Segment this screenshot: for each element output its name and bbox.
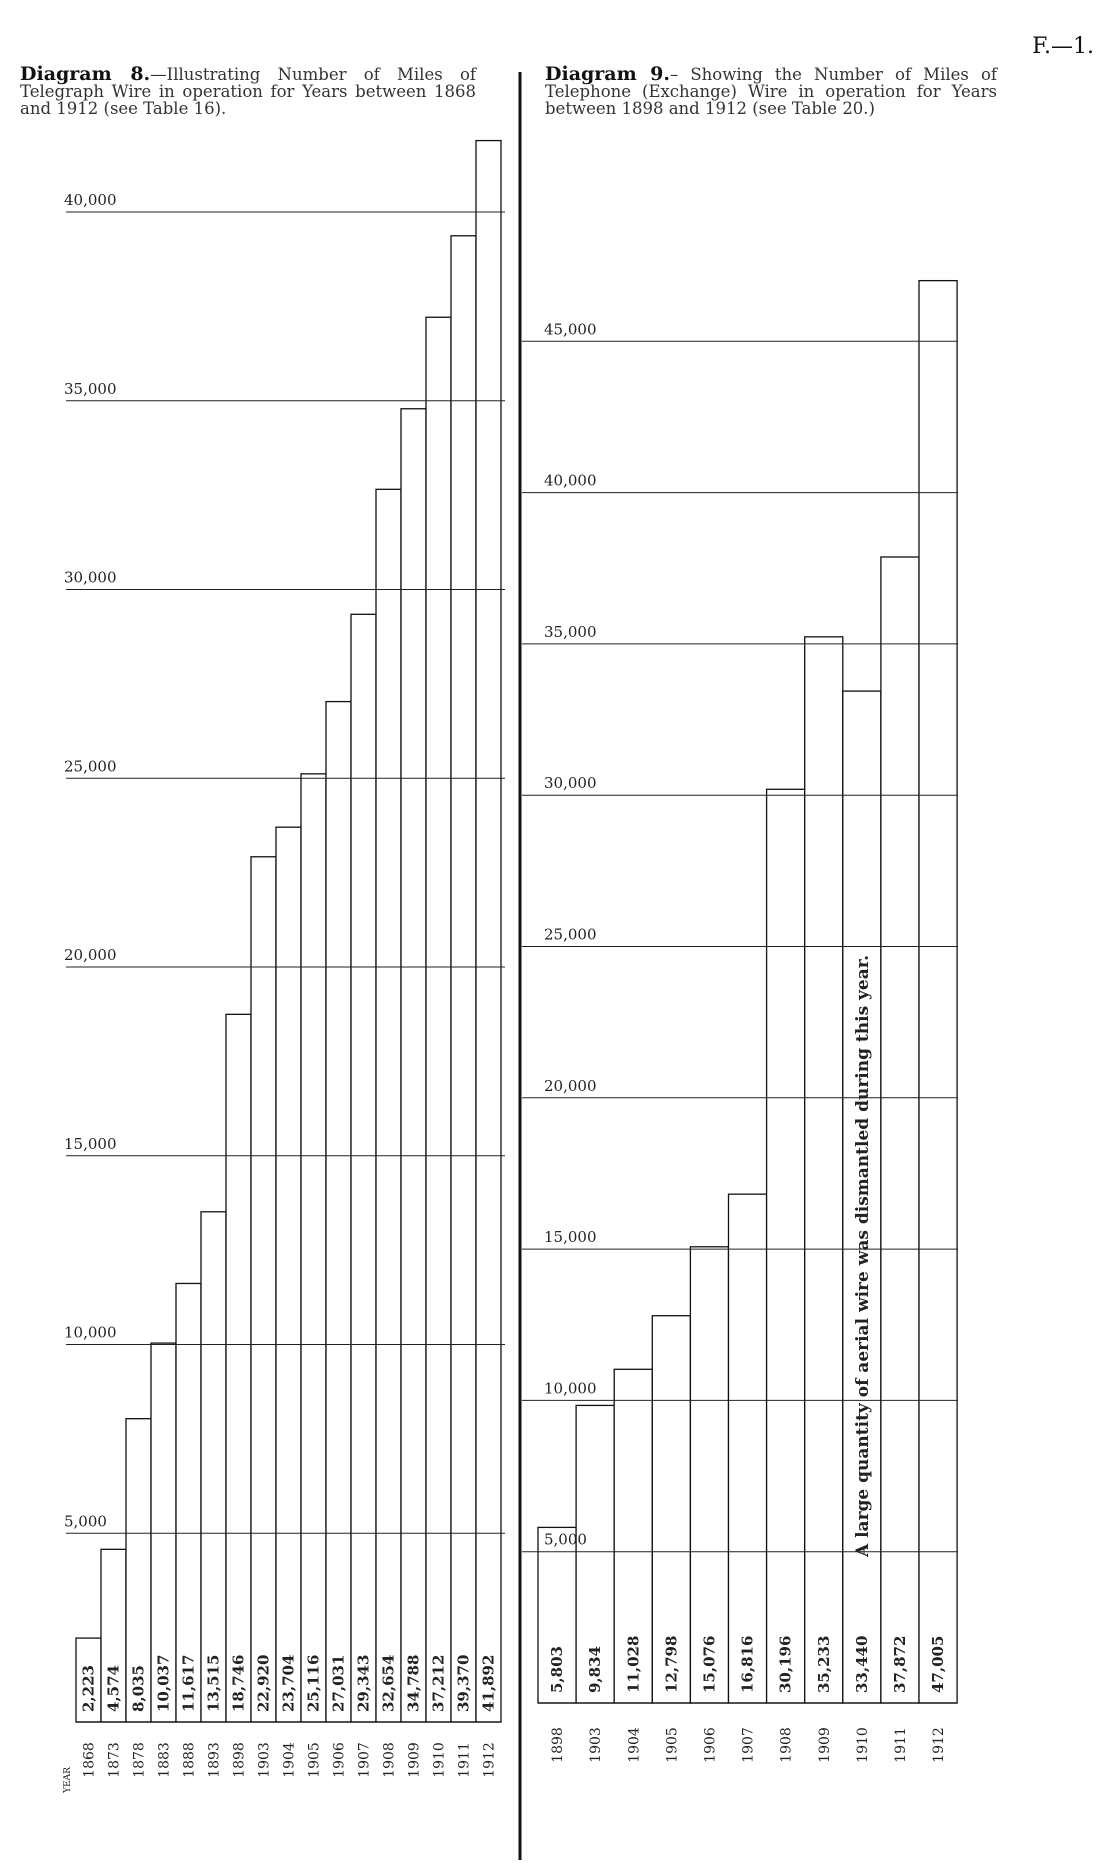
data-label: 33,440 (852, 1635, 871, 1693)
y-tick-label: 30,000 (544, 774, 597, 793)
diagram-8-title: Diagram 8. (20, 63, 151, 85)
x-tick-label: 1868 (81, 1742, 98, 1778)
y-tick-label: 5,000 (64, 1512, 107, 1531)
x-tick-label: 1904 (281, 1742, 298, 1778)
data-label: 39,370 (454, 1654, 473, 1712)
x-tick-label: 1904 (626, 1727, 643, 1763)
data-label: 12,798 (662, 1635, 681, 1693)
bar-1906 (326, 702, 351, 1722)
y-tick-label: 10,000 (544, 1379, 597, 1398)
bar-1893 (201, 1212, 226, 1722)
data-label: 22,920 (254, 1654, 273, 1712)
data-label: 29,343 (354, 1654, 373, 1712)
x-tick-label: 1906 (702, 1727, 719, 1763)
y-tick-label: 35,000 (544, 622, 597, 641)
x-tick-label: 1878 (131, 1742, 148, 1778)
x-tick-label: 1910 (854, 1727, 871, 1763)
bar-1905 (301, 774, 326, 1722)
data-label: 34,788 (404, 1654, 423, 1712)
x-tick-label: 1908 (381, 1742, 398, 1778)
y-tick-label: 20,000 (64, 946, 117, 964)
x-tick-label: 1903 (256, 1742, 273, 1778)
data-label: 8,035 (129, 1665, 148, 1712)
y-tick-label: 40,000 (544, 471, 597, 490)
x-tick-label: 1912 (481, 1742, 498, 1778)
y-tick-label: 10,000 (64, 1323, 117, 1342)
bar-1904 (276, 827, 301, 1722)
bar-1911 (881, 557, 919, 1703)
data-label: 9,834 (586, 1646, 605, 1693)
data-label: 23,704 (279, 1654, 298, 1712)
data-label: 25,116 (304, 1654, 323, 1712)
x-tick-label: 1909 (406, 1742, 423, 1778)
x-tick-label: 1910 (431, 1742, 448, 1778)
y-tick-label: 5,000 (544, 1530, 587, 1549)
x-tick-label: 1893 (206, 1742, 223, 1778)
diagram-8-chart (63, 141, 505, 1794)
x-tick-label: 1911 (456, 1742, 473, 1778)
x-tick-label: 1903 (588, 1727, 605, 1763)
x-tick-label: 1908 (778, 1727, 795, 1763)
annotation: A large quantity of aerial wire was dismantled during this year. (852, 954, 873, 1557)
diagram-9-title: Diagram 9. (545, 63, 671, 85)
data-label: 32,654 (379, 1654, 398, 1712)
x-tick-label: 1905 (664, 1727, 681, 1763)
bar-1898 (226, 1014, 251, 1722)
y-tick-label: 45,000 (544, 320, 597, 339)
bar-1906 (690, 1247, 728, 1703)
x-tick-label: 1909 (816, 1727, 833, 1763)
bar-1903 (251, 857, 276, 1722)
y-tick-label: 35,000 (64, 379, 117, 398)
x-axis-label: YEAR (63, 1767, 73, 1793)
data-label: 18,746 (229, 1654, 248, 1712)
bar-1910 (426, 317, 451, 1722)
x-tick-label: 1898 (231, 1742, 248, 1778)
y-tick-label: 15,000 (544, 1228, 597, 1247)
x-tick-label: 1905 (306, 1742, 323, 1778)
x-tick-label: 1888 (181, 1742, 198, 1778)
x-tick-label: 1911 (892, 1727, 909, 1763)
y-tick-label: 25,000 (64, 757, 117, 776)
y-tick-label: 40,000 (64, 191, 117, 209)
bar-1907 (351, 614, 376, 1722)
data-label: 37,212 (429, 1654, 448, 1712)
x-tick-label: 1907 (356, 1742, 373, 1778)
y-tick-label: 15,000 (64, 1134, 117, 1153)
bar-1909 (805, 637, 843, 1703)
bar-1909 (401, 409, 426, 1722)
bar-1908 (767, 789, 805, 1703)
data-label: 5,803 (548, 1646, 567, 1693)
page-reference: F.—1. (1032, 34, 1094, 59)
bar-1907 (729, 1194, 767, 1703)
y-tick-label: 30,000 (64, 568, 117, 587)
bar-1911 (451, 236, 476, 1722)
data-label: 2,223 (79, 1665, 98, 1712)
x-tick-label: 1898 (550, 1727, 567, 1763)
y-tick-label: 20,000 (544, 1076, 597, 1095)
diagram-9-subtitle: – Showing the Number of Miles of Telephone (Exchange) Wire in operation for Years between 1898 and 1912 (see Table 20.) (545, 65, 997, 118)
bar-1912 (476, 141, 501, 1722)
bar-1912 (919, 281, 957, 1703)
data-label: 37,872 (890, 1635, 909, 1693)
data-label: 27,031 (329, 1654, 348, 1712)
x-tick-label: 1907 (740, 1727, 757, 1763)
data-label: 13,515 (204, 1654, 223, 1712)
data-label: 30,196 (776, 1635, 795, 1693)
data-label: 41,892 (479, 1654, 498, 1712)
data-label: 15,076 (700, 1635, 719, 1693)
bar-1908 (376, 489, 401, 1722)
y-tick-label: 25,000 (544, 925, 597, 944)
data-label: 4,574 (104, 1665, 123, 1712)
data-label: 11,617 (179, 1654, 198, 1712)
data-label: 16,816 (738, 1635, 757, 1693)
diagram-8-subtitle: —Illustrating Number of Miles of Telegraph Wire in operation for Years between 1868 and 1912 (see Table 16). (20, 65, 476, 118)
x-tick-label: 1906 (331, 1742, 348, 1778)
data-label: 35,233 (814, 1635, 833, 1693)
diagram-9-chart (522, 281, 958, 1763)
x-tick-label: 1883 (156, 1742, 173, 1778)
x-tick-label: 1873 (106, 1742, 123, 1778)
data-label: 11,028 (624, 1635, 643, 1693)
x-tick-label: 1912 (931, 1727, 948, 1763)
data-label: 47,005 (929, 1635, 948, 1693)
data-label: 10,037 (154, 1654, 173, 1712)
